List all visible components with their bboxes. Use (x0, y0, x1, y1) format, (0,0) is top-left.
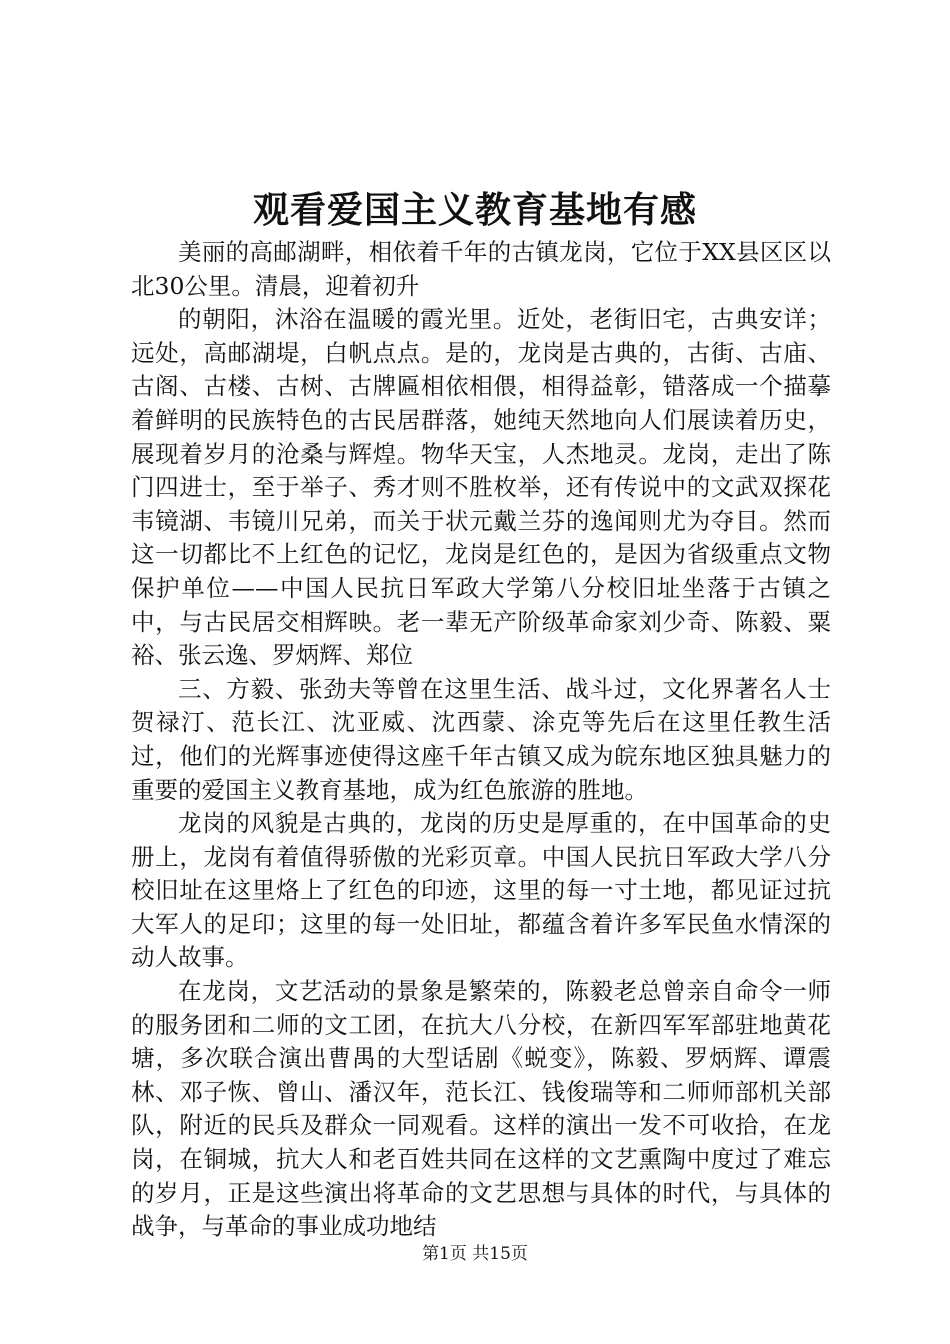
paragraph-5: 在龙岗，文艺活动的景象是繁荣的，陈毅老总曾亲自命令一师的服务团和二师的文工团，在抗大八分校，在新四军军部驻地黄花塘，多次联合演出曹禺的大型话剧《蜕变》，陈毅、罗炳辉、谭震林、邓子恢、曾山、潘汉年，范长江、钱俊瑞等和二师师部机关部队，附近的民兵及群众一同观看。这样的演出一发不可收拾，在龙岗，在铜城，抗大人和老百姓共同在这样的文艺熏陶中度过了难忘的岁月，正是这些演出将革命的文艺思想与具体的时代，与具体的战争，与革命的事业成功地结 (131, 977, 831, 1241)
paragraph-1: 美丽的高邮湖畔，相依着千年的古镇龙岗，它位于XX县区区以北30公里。清晨，迎着初升 (131, 238, 831, 300)
paragraph-2: 的朝阳，沐浴在温暖的霞光里。近处，老街旧宅，古典安详；远处，高邮湖堤，白帆点点。是的，龙岗是古典的，古街、古庙、古阁、古楼、古树、古牌匾相依相偎，相得益彰，错落成一个描摹着鲜明的民族特色的古民居群落，她纯天然地向人们展读着历史，展现着岁月的沧桑与辉煌。物华天宝，人杰地灵。龙岗，走出了陈门四进士，至于举子、秀才则不胜枚举，还有传说中的文武双探花韦镜湖、韦镜川兄弟，而关于状元戴兰芬的逸闻则尤为夺目。然而这一切都比不上红色的记忆，龙岗是红色的，是因为省级重点文物保护单位——中国人民抗日军政大学第八分校旧址坐落于古镇之中，与古民居交相辉映。老一辈无产阶级革命家刘少奇、陈毅、粟裕、张云逸、罗炳辉、郑位 (131, 305, 831, 670)
page-number-footer: 第1页 共15页 (422, 1244, 528, 1264)
paragraph-4: 龙岗的风貌是古典的，龙岗的历史是厚重的，在中国革命的史册上，龙岗有着值得骄傲的光彩页章。中国人民抗日军政大学八分校旧址在这里烙上了红色的印迹，这里的每一寸土地，都见证过抗大军人的足印；这里的每一处旧址，都蕴含着许多军民鱼水情深的动人故事。 (131, 809, 831, 972)
document-body (131, 236, 831, 1244)
document-title: 观看爱国主义教育基地有感 (252, 189, 697, 231)
paragraph-3: 三、方毅、张劲夫等曾在这里生活、战斗过，文化界著名人士贺禄汀、范长江、沈亚威、沈西蒙、涂克等先后在这里任教生活过，他们的光辉事迹使得这座千年古镇又成为皖东地区独具魅力的重要的爱国主义教育基地，成为红色旅游的胜地。 (131, 674, 831, 804)
